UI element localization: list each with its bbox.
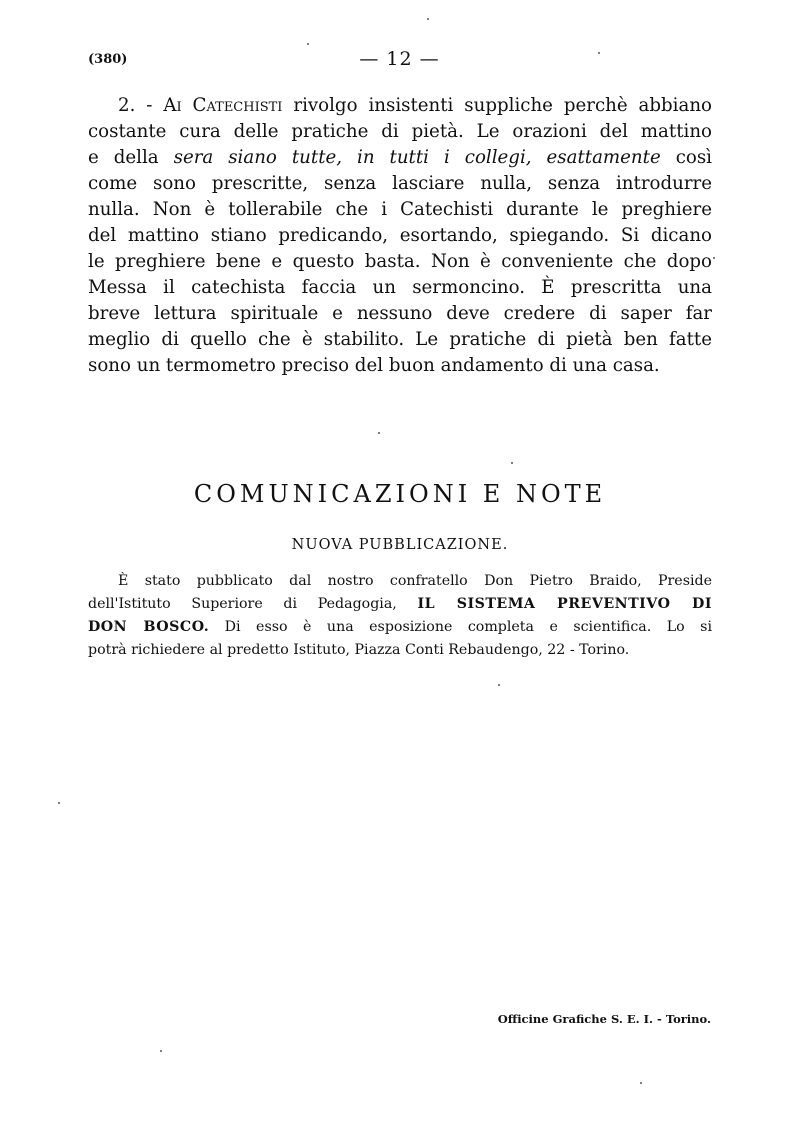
- notice-line: È stato pubblicato dal nostro confratello Don Pietro Braido, Preside: [118, 573, 712, 589]
- scan-speck: [58, 802, 60, 804]
- paragraph-catechisti: [88, 93, 712, 379]
- page-header: [88, 48, 711, 72]
- paragraph-line: 2. - Ai Catechisti rivolgo insistenti suppliche perchè abbiano: [118, 95, 713, 116]
- paragraph-line: nulla. Non è tollerabile che i Catechisti durante le preghiere: [88, 199, 712, 220]
- paragraph-line: meglio di quello che è stabilito. Le pratiche di pietà ben fatte: [88, 329, 712, 350]
- section-subtitle: NUOVA PUBBLICAZIONE.: [291, 537, 509, 553]
- notice-line: dell'Istituto Superiore di Pedagogia, IL SISTEMA PREVENTIVO DI: [88, 596, 712, 612]
- scan-speck: [378, 432, 380, 434]
- paragraph-line: breve lettura spirituale e nessuno deve credere di saper far: [88, 303, 712, 324]
- paragraph-line: costante cura delle pratiche di pietà. Le orazioni del mattino: [88, 121, 712, 142]
- paragraph-line: e della sera siano tutte, in tutti i collegi, esattamente così: [88, 147, 712, 168]
- scan-speck: [160, 1050, 162, 1052]
- paragraph-line: come sono prescritte, senza lasciare nulla, senza introdurre: [88, 173, 712, 194]
- notice-line: DON BOSCO. Di esso è una esposizione completa e scientifica. Lo si: [88, 619, 712, 635]
- paragraph-line: del mattino stiano predicando, esortando, spiegando. Si dicano: [88, 225, 712, 246]
- section-title: COMUNICAZIONI E NOTE: [193, 480, 607, 508]
- scan-speck: [511, 462, 513, 464]
- paragraph-line: sono un termometro preciso del buon andamento di una casa.: [88, 355, 660, 376]
- scan-speck: [307, 43, 309, 45]
- page-number: — 12 —: [359, 48, 440, 70]
- notice-line: potrà richiedere al predetto Istituto, Piazza Conti Rebaudengo, 22 - Torino.: [88, 642, 630, 658]
- printer-imprint: Officine Grafiche S. E. I. - Torino.: [497, 1012, 711, 1026]
- scan-speck: [598, 52, 600, 54]
- publication-notice: [88, 570, 712, 662]
- page-reference: (380): [88, 52, 128, 67]
- scan-speck: [713, 257, 715, 259]
- scan-speck: [498, 684, 500, 686]
- paragraph-line: Messa il catechista faccia un sermoncino. È prescritta una: [88, 277, 712, 298]
- paragraph-line: le preghiere bene e questo basta. Non è conveniente che dopo: [88, 251, 712, 272]
- scan-speck: [640, 1082, 642, 1084]
- scan-speck: [427, 18, 429, 20]
